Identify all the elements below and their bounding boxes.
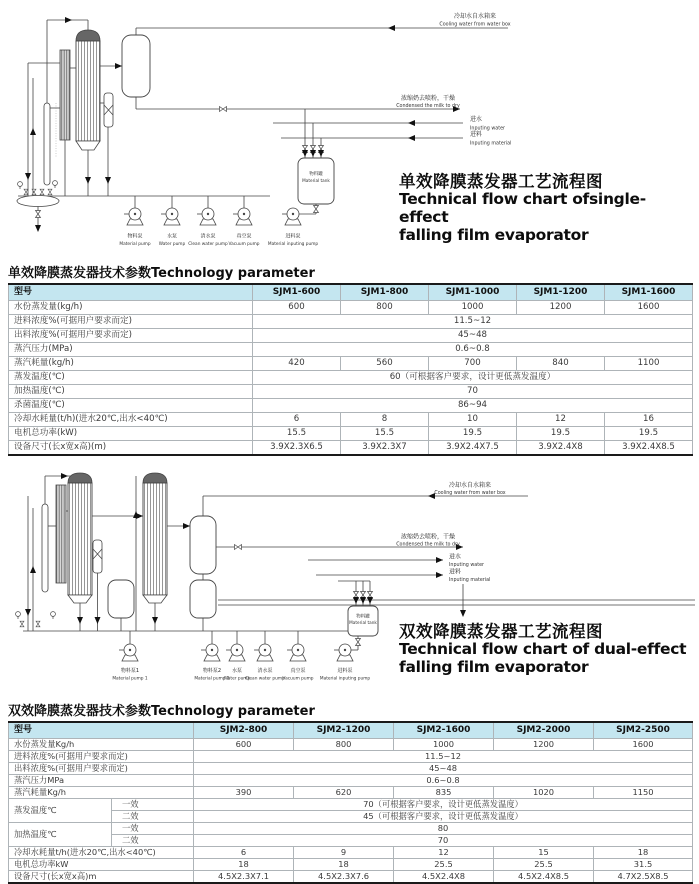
- column-header: SJM1-1000: [429, 284, 517, 301]
- column-header: SJM1-1200: [517, 284, 605, 301]
- table-row: [9, 799, 693, 811]
- table-row: [9, 357, 693, 371]
- material-tank-label-en: Material tank: [349, 620, 377, 625]
- table-row: [9, 441, 693, 456]
- pump-label-zh: 物料泵2: [202, 668, 222, 674]
- row-label: 加热温度℃: [9, 823, 112, 847]
- table-cell: 1000: [429, 301, 517, 315]
- table-cell-span: 60（可根据客户要求，设计更低蒸发温度）: [253, 371, 693, 385]
- table-row: [9, 343, 693, 357]
- table1-body: [9, 301, 693, 456]
- pump-label-zh: 进料泵: [285, 233, 301, 240]
- table-cell: 4.7X2.5X8.5: [594, 871, 693, 884]
- table-cell: 420: [253, 357, 341, 371]
- table-cell: 15.5: [253, 427, 341, 441]
- pump-label-zh: 清水泵: [257, 668, 273, 674]
- pump-label-zh: 物料泵: [127, 233, 143, 240]
- table-cell: 18: [594, 847, 693, 859]
- table-cell: 31.5: [594, 859, 693, 871]
- flow-label-milk-zh: 浓缩奶去喷粉，干燥: [400, 95, 456, 102]
- table-cell: 9: [294, 847, 394, 859]
- table-cell: 4.5X2.4X8.5: [494, 871, 594, 884]
- row-label: 电机总功率(kW): [9, 427, 253, 441]
- header-row: [9, 722, 693, 739]
- flow-label-cooling-en: Cooling water from water box: [434, 491, 506, 496]
- table-row: [9, 859, 693, 871]
- table-cell: 560: [341, 357, 429, 371]
- table-cell: 1600: [605, 301, 693, 315]
- table-cell: 1200: [517, 301, 605, 315]
- table-row: [9, 775, 693, 787]
- table-cell-span: 86~94: [253, 399, 693, 413]
- table-row: [9, 787, 693, 799]
- flow-label-water-en: Inputing water: [470, 126, 506, 132]
- table-cell: 1100: [605, 357, 693, 371]
- pump-label-zh: 水泵: [231, 668, 243, 674]
- table1-section-title: 单效降膜蒸发器技术参数Technology parameter: [8, 266, 315, 281]
- table-row: [9, 763, 693, 775]
- table-cell: 700: [429, 357, 517, 371]
- table-cell-span: 45~48: [253, 329, 693, 343]
- table-row: [9, 847, 693, 859]
- flow-label-milk-en: Condensed the milk to dry: [396, 542, 460, 548]
- table-cell: 8: [341, 413, 429, 427]
- table-cell: 25.5: [494, 859, 594, 871]
- corner-header: 型号: [9, 722, 194, 739]
- pump-label-en: Material pump: [119, 242, 151, 247]
- pump-label-en: Vacuum pump: [282, 676, 314, 682]
- table-cell: 4.5X2.4X8: [394, 871, 494, 884]
- pump-label-en: Water pump: [223, 676, 251, 682]
- table-cell-span: 70: [253, 385, 693, 399]
- flow-label-milk-en: Condensed the milk to dry: [396, 104, 460, 109]
- table-cell: 3.9X2.4X8.5: [605, 441, 693, 456]
- table-row: [9, 371, 693, 385]
- row-sublabel: 一效: [112, 799, 194, 811]
- row-label: 加热温度(℃): [9, 385, 253, 399]
- table-row: [9, 835, 693, 847]
- table-cell: 15: [494, 847, 594, 859]
- table-cell-span: 70: [194, 835, 693, 847]
- table-cell: 840: [517, 357, 605, 371]
- table-cell-span: 45~48: [194, 763, 693, 775]
- dual-effect-parameter-table: [8, 721, 693, 884]
- table-row: [9, 823, 693, 835]
- pump-label-en: Material inputing pump: [267, 242, 319, 247]
- flow-label-material-en: Inputing material: [470, 141, 512, 147]
- pump-label-en: Clean water pump: [188, 242, 228, 247]
- table-row: [9, 329, 693, 343]
- table-cell: 3.9X2.4X8: [517, 441, 605, 456]
- table-cell-span: 0.6~0.8: [194, 775, 693, 787]
- table-row: [9, 739, 693, 751]
- table-cell: 3.9X2.3X6.5: [253, 441, 341, 456]
- column-header: SJM2-2500: [594, 722, 693, 739]
- pumps: [124, 208, 301, 225]
- table-row: [9, 413, 693, 427]
- pump-label-zh: 真空泵: [236, 233, 252, 240]
- row-label: 蒸汽耗量Kg/h: [9, 787, 194, 799]
- flow-label-material-en: Inputing material: [449, 578, 491, 583]
- pump-label-en: Material inputing pump: [319, 676, 371, 682]
- table-cell: 25.5: [394, 859, 494, 871]
- pump-label-en: Water pump: [158, 242, 186, 247]
- table-cell: 1600: [594, 739, 693, 751]
- table2-body: [9, 739, 693, 884]
- diagram1-title-zh: 单效降膜蒸发器工艺流程图: [399, 172, 603, 191]
- row-label: 出料浓度%(可据用户要求而定): [9, 329, 253, 343]
- pump-label-zh: 真空泵: [290, 668, 306, 674]
- table-cell: 800: [341, 301, 429, 315]
- column-header: SJM2-2000: [494, 722, 594, 739]
- table-cell: 1020: [494, 787, 594, 799]
- row-label: 设备尺寸(长x宽x高)(m): [9, 441, 253, 456]
- table-cell-span: 0.6~0.8: [253, 343, 693, 357]
- pump-label-en: Clean water pump: [245, 676, 285, 682]
- flow-label-water-en: Inputing water: [449, 563, 485, 568]
- table1-header: [9, 284, 693, 301]
- table-row: [9, 811, 693, 823]
- diagram2-title-en2: falling film evaporator: [399, 658, 589, 677]
- table-cell: 600: [253, 301, 341, 315]
- diagram2-title-en1: Technical flow chart of dual-effect: [399, 640, 687, 659]
- row-sublabel: 一效: [112, 823, 194, 835]
- row-label: 冷却水耗量t/h(进水20℃,出水<40℃): [9, 847, 194, 859]
- table-cell: 1000: [394, 739, 494, 751]
- diagram1-title-en2: falling film evaporator: [399, 226, 589, 245]
- row-sublabel: 二效: [112, 835, 194, 847]
- row-label: 进料浓度%(可据用户要求而定): [9, 751, 194, 763]
- table-cell: 19.5: [517, 427, 605, 441]
- material-tank-label-en: Material tank: [302, 178, 330, 183]
- diagram2-title: [399, 622, 695, 677]
- column-header: SJM2-1600: [394, 722, 494, 739]
- flow-label-water-zh: 进水: [449, 553, 462, 561]
- table-cell: 1150: [594, 787, 693, 799]
- pump-label-zh: 水泵: [166, 233, 178, 240]
- table-cell: 3.9X2.3X7: [341, 441, 429, 456]
- table-row: [9, 427, 693, 441]
- column-header: SJM1-800: [341, 284, 429, 301]
- pump-label-en: Material pump 1: [112, 676, 148, 682]
- row-label: 设备尺寸(长x宽x高)m: [9, 871, 194, 884]
- column-header: SJM2-1200: [294, 722, 394, 739]
- row-label: 蒸发温度(℃): [9, 371, 253, 385]
- flow-label-material-zh: 进料: [470, 131, 483, 138]
- table-cell-span: 45（可根据客户要求，设计更低蒸发温度）: [194, 811, 693, 823]
- table-cell-span: 70（可根据客户要求，设计更低蒸发温度）: [194, 799, 693, 811]
- table-cell: 6: [194, 847, 294, 859]
- table-row: [9, 399, 693, 413]
- table-cell: 390: [194, 787, 294, 799]
- column-header: SJM1-1600: [605, 284, 693, 301]
- table-row: [9, 385, 693, 399]
- pumps: [119, 644, 353, 661]
- diagram1-title-en1: Technical flow chart ofsingle-effect: [399, 190, 646, 227]
- table-row: [9, 871, 693, 884]
- table-cell: 1200: [494, 739, 594, 751]
- table-cell: 3.9X2.4X7.5: [429, 441, 517, 456]
- material-tank-label-zh: 物料罐: [356, 614, 370, 620]
- pump-label-zh: 物料泵1: [120, 668, 140, 674]
- pump-label-en: Material pump 2: [194, 676, 230, 682]
- table-cell: 620: [294, 787, 394, 799]
- table-row: [9, 751, 693, 763]
- flow-label-cooling-zh: 冷却水自水箱来: [453, 13, 497, 20]
- equipment-shapes: [17, 30, 334, 207]
- flow-label-water-zh: 进水: [470, 116, 483, 123]
- material-tank-label-zh: 物料罐: [309, 172, 323, 177]
- table-cell: 15.5: [341, 427, 429, 441]
- row-label: 蒸汽压力MPa: [9, 775, 194, 787]
- flow-label-milk-zh: 浓缩奶去喷粉，干燥: [400, 533, 456, 541]
- table-cell: 18: [194, 859, 294, 871]
- table2-header: [9, 722, 693, 739]
- table-cell-span: 80: [194, 823, 693, 835]
- table-cell: 19.5: [605, 427, 693, 441]
- pump-label-zh: 进料泵: [337, 668, 353, 674]
- table-row: [9, 301, 693, 315]
- equipment-shapes: [42, 473, 378, 636]
- table-cell-span: 11.5~12: [253, 315, 693, 329]
- flow-label-cooling-zh: 冷却水自水箱来: [448, 482, 492, 489]
- row-label: 进料浓度%(可据用户要求而定): [9, 315, 253, 329]
- flow-label-cooling-en: Cooling water from water box: [439, 22, 511, 28]
- row-label: 蒸发温度℃: [9, 799, 112, 823]
- table-cell: 10: [429, 413, 517, 427]
- pump-label-en: Vacuum pump: [228, 242, 260, 247]
- row-label: 出料浓度%(可据用户要求而定): [9, 763, 194, 775]
- table-cell-span: 11.5~12: [194, 751, 693, 763]
- row-label: 水份蒸发量Kg/h: [9, 739, 194, 751]
- table-cell: 19.5: [429, 427, 517, 441]
- table-row: [9, 315, 693, 329]
- row-label: 蒸汽耗量(kg/h): [9, 357, 253, 371]
- table-cell: 800: [294, 739, 394, 751]
- header-row: [9, 284, 693, 301]
- table-cell: 4.5X2.3X7.1: [194, 871, 294, 884]
- diagram2-title-zh: 双效降膜蒸发器工艺流程图: [399, 622, 603, 641]
- table-cell: 6: [253, 413, 341, 427]
- corner-header: 型号: [9, 284, 253, 301]
- diagram1-title: [399, 172, 695, 245]
- row-label: 电机总功率kW: [9, 859, 194, 871]
- row-sublabel: 二效: [112, 811, 194, 823]
- table-cell: 12: [394, 847, 494, 859]
- row-label: 水份蒸发量(kg/h): [9, 301, 253, 315]
- table-cell: 16: [605, 413, 693, 427]
- table-cell: 835: [394, 787, 494, 799]
- row-label: 杀菌温度(℃): [9, 399, 253, 413]
- table-cell: 12: [517, 413, 605, 427]
- single-effect-parameter-table: [8, 283, 693, 456]
- table-cell: 600: [194, 739, 294, 751]
- row-label: 蒸汽压力(MPa): [9, 343, 253, 357]
- table-cell: 18: [294, 859, 394, 871]
- pump-label-zh: 清水泵: [200, 233, 216, 240]
- row-label: 冷却水耗量(t/h)(进水20℃,出水<40℃): [9, 413, 253, 427]
- column-header: SJM2-800: [194, 722, 294, 739]
- table2-section-title: 双效降膜蒸发器技术参数Technology parameter: [8, 704, 315, 719]
- table-cell: 4.5X2.3X7.6: [294, 871, 394, 884]
- column-header: SJM1-600: [253, 284, 341, 301]
- flow-label-material-zh: 进料: [449, 568, 462, 576]
